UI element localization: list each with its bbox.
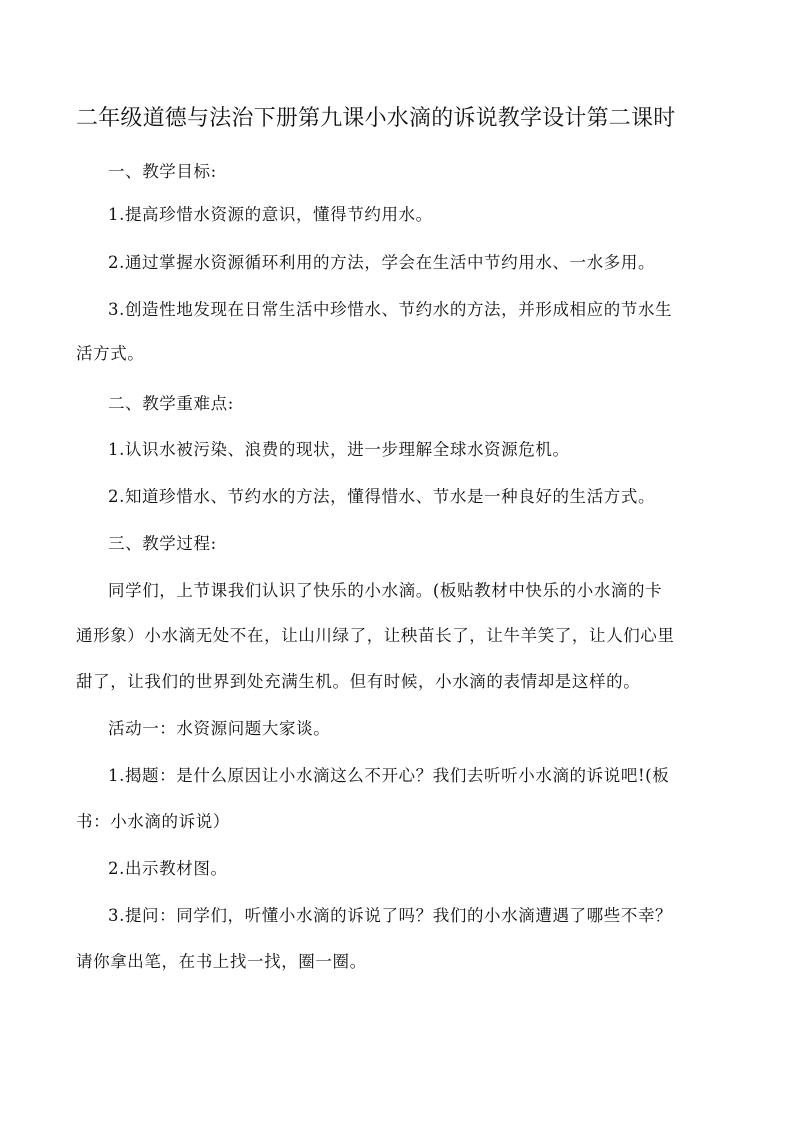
paragraph-activity-step-3-continued: 请你拿出笔，在书上找一找，圈一圈。 — [76, 952, 367, 971]
paragraph-activity-step-1-continued: 书：小水滴的诉说） — [76, 812, 230, 831]
paragraph-objective-3-continued: 活方式。 — [76, 344, 145, 363]
paragraph-key-point-1: 1.认识水被污染、浪费的现状，进一步理解全球水资源危机。 — [108, 440, 570, 459]
paragraph-key-point-2: 2.知道珍惜水、节约水的方法，懂得惜水、节水是一种良好的生活方式。 — [108, 487, 656, 506]
activity-heading: 活动一：水资源问题大家谈。 — [108, 719, 331, 738]
paragraph-objective-3: 3.创造性地发现在日常生活中珍惜水、节约水的方法，并形成相应的节水生 — [108, 300, 673, 319]
document-title: 二年级道德与法治下册第九课小水滴的诉说教学设计第二课时 — [76, 106, 676, 131]
paragraph-intro-line-3: 甜了，让我们的世界到处充满生机。但有时候，小水滴的表情却是这样的。 — [76, 672, 641, 691]
paragraph-objective-1: 1.提高珍惜水资源的意识，懂得节约用水。 — [108, 205, 433, 224]
section-heading-objectives: 一、教学目标: — [108, 162, 217, 181]
section-heading-process: 三、教学过程: — [108, 534, 217, 553]
paragraph-intro-line-1: 同学们，上节课我们认识了快乐的小水滴。(板贴教材中快乐的小水滴的卡 — [108, 581, 663, 600]
paragraph-objective-2: 2.通过掌握水资源循环利用的方法，学会在生活中节约用水、一水多用。 — [108, 253, 656, 272]
paragraph-activity-step-3: 3.提问：同学们，听懂小水滴的诉说了吗？我们的小水滴遭遇了哪些不幸？ — [108, 906, 673, 925]
paragraph-activity-step-1: 1.揭题：是什么原因让小水滴这么不开心？我们去听听小水滴的诉说吧!(板 — [108, 766, 670, 785]
section-heading-key-points: 二、教学重难点: — [108, 394, 234, 413]
paragraph-activity-step-2: 2.出示教材图。 — [108, 859, 228, 878]
paragraph-intro-line-2: 通形象）小水滴无处不在，让山川绿了，让秧苗长了，让牛羊笑了，让人们心里 — [76, 626, 675, 645]
